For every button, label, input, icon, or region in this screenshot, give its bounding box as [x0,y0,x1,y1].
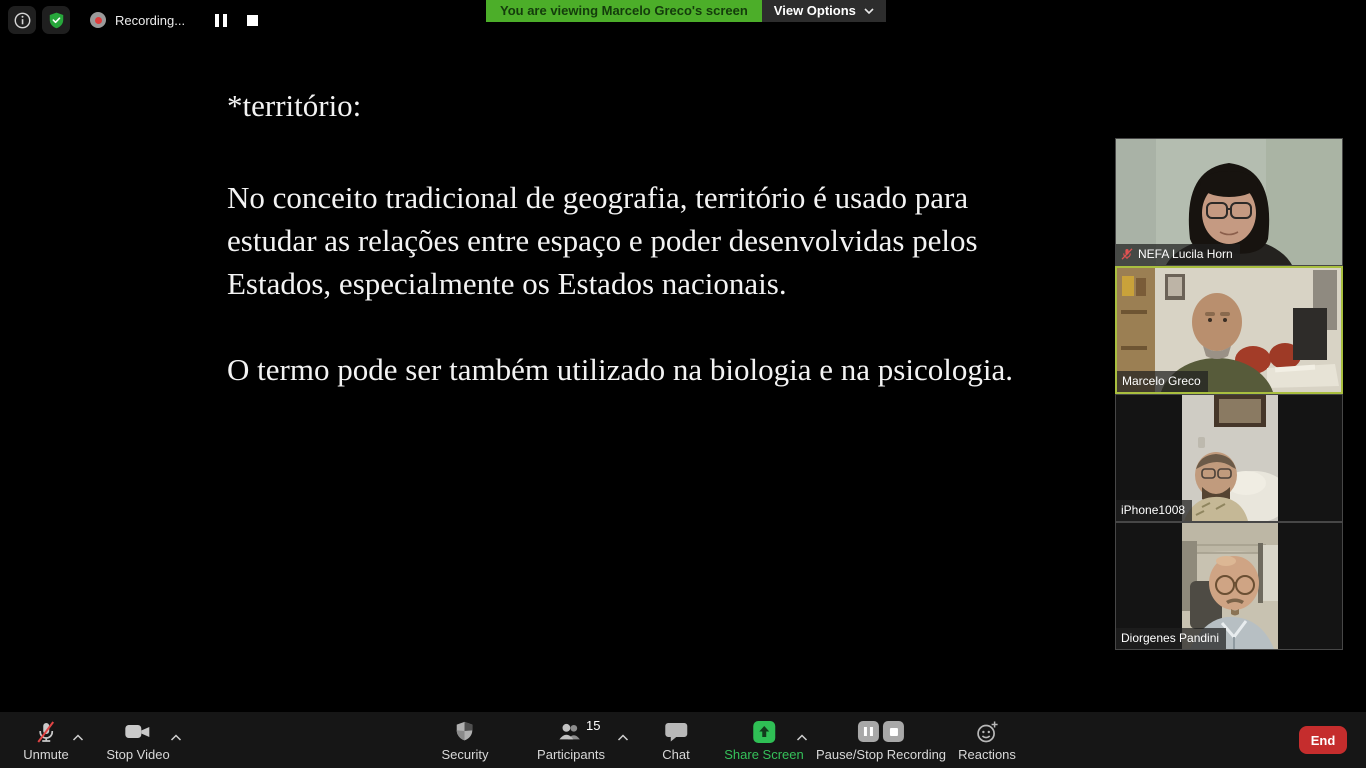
reactions-label: Reactions [958,747,1016,762]
chat-button[interactable] [662,719,689,762]
chevron-up-icon [73,734,84,741]
participant-tile-marcelo-greco[interactable] [1115,266,1343,394]
pause-recording-icon[interactable] [215,14,227,27]
viewing-banner [486,0,886,22]
chevron-up-icon [618,734,629,741]
video-feed [1182,395,1278,521]
pause-stop-recording-button[interactable] [816,719,946,762]
paragraph-line: No conceito tradicional de geografia, território é usado para [227,180,969,215]
portrait-video [1182,395,1278,521]
participant-tile-iphone1008[interactable] [1115,394,1343,522]
chevron-up-icon [171,734,182,741]
video-camera-icon [125,721,152,743]
participant-name: iPhone1008 [1121,503,1186,517]
participants-label: Participants [537,747,605,762]
participant-name: Diorgenes Pandini [1121,631,1220,645]
shared-doc-title: *território: [227,88,362,123]
stop-video-button[interactable] [106,719,169,762]
pause-recording-icon[interactable] [858,721,879,742]
share-screen-icon [753,721,775,743]
stop-recording-icon[interactable] [883,721,904,742]
view-options-dropdown[interactable] [762,0,886,22]
share-screen-button[interactable] [724,719,804,762]
end-meeting-button[interactable]: End [1299,726,1347,754]
meeting-info-button[interactable] [8,6,36,34]
unmute-label: Unmute [23,747,69,762]
share-screen-label: Share Screen [724,747,804,762]
chat-label: Chat [662,747,690,762]
participant-name-label [1117,371,1208,392]
unmute-button[interactable] [23,719,69,762]
participants-options-chevron[interactable] [618,728,629,746]
meeting-toolbar [0,712,1366,768]
stop-recording-icon[interactable] [247,15,258,26]
participants-icon [558,721,584,743]
participant-tile-nefa-lucila-horn[interactable] [1115,138,1343,266]
security-button[interactable] [442,719,489,762]
share-options-chevron[interactable] [797,728,808,746]
paragraph-line: Estados, especialmente os Estados nacionais. [227,266,787,301]
view-options-label: View Options [773,3,856,18]
audio-options-chevron[interactable] [73,728,84,746]
chevron-down-icon [864,8,874,14]
chevron-up-icon [797,734,808,741]
topbar-left-cluster [8,6,258,34]
participant-tile-diorgenes-pandini[interactable] [1115,522,1343,650]
shared-doc-paragraph-1 [227,176,1127,305]
mic-muted-icon [1121,248,1133,260]
info-icon [13,11,32,30]
participant-name: Marcelo Greco [1122,374,1201,388]
reactions-smiley-icon [975,720,999,744]
participants-button[interactable] [537,719,605,762]
reactions-button[interactable] [958,719,1016,762]
stop-video-label: Stop Video [106,747,170,762]
participants-count: 15 [585,718,601,733]
paragraph-line: estudar as relações entre espaço e poder desenvolvidas pelos [227,223,978,258]
shield-check-icon [47,11,66,30]
security-shield-icon [454,720,476,743]
recording-label: Recording... [115,12,186,28]
recording-indicator-icon [90,12,106,28]
mic-muted-icon [34,720,58,744]
shared-screen-content [227,84,1127,391]
viewing-banner-text: You are viewing Marcelo Greco's screen [486,0,762,22]
participant-name: NEFA Lucila Horn [1138,247,1233,261]
chat-bubble-icon [664,721,688,743]
participant-name-label [1116,244,1240,265]
participant-video-strip [1115,138,1343,650]
video-options-chevron[interactable] [171,728,182,746]
encryption-badge[interactable] [42,6,70,34]
security-label: Security [441,747,489,762]
participant-name-label [1116,500,1192,521]
pause-stop-recording-label: Pause/Stop Recording [815,747,947,762]
shared-doc-paragraph-2: O termo pode ser também utilizado na biologia e na psicologia. [227,352,1013,387]
participant-name-label [1116,628,1226,649]
